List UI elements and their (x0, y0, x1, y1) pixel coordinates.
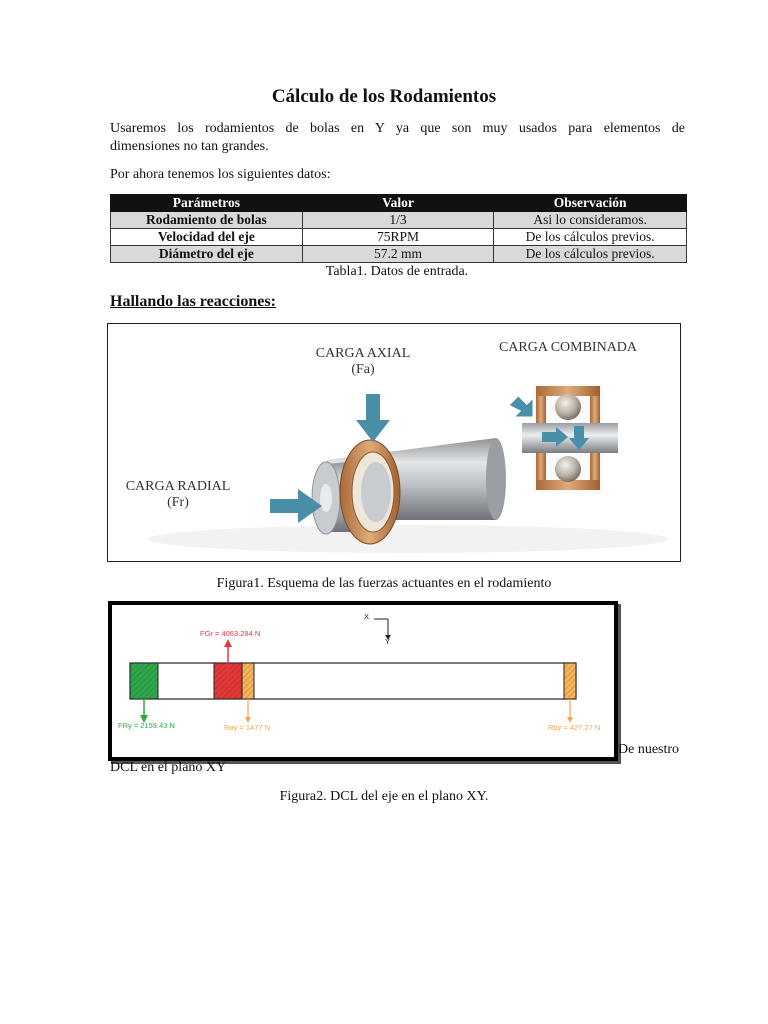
cell-value: 75RPM (302, 229, 494, 246)
figure-1-load-diagram (107, 323, 681, 562)
table-caption: Tabla1. Datos de entrada. (325, 264, 469, 279)
intro-line-1: Usaremos los rodamientos de bolas en Y ya que son muy usados para elementos de (110, 121, 685, 136)
radial-load-label (108, 479, 248, 511)
radial-load-label-line-1: CARGA RADIAL (125, 479, 231, 494)
table-header-row (111, 195, 687, 212)
axis-y-label: Y (385, 637, 391, 646)
ray-label: Ray = 1477 N (224, 723, 271, 732)
bearing-a-element (242, 663, 254, 699)
cell-note: De los cálculos previos. (494, 229, 687, 246)
cell-value: 1/3 (302, 212, 494, 229)
cell-param: Diámetro del eje (111, 246, 303, 263)
cell-note: Asi lo consideramos. (494, 212, 687, 229)
pulley-element (130, 663, 158, 699)
intro-paragraph (110, 120, 685, 156)
rby-label: Rby = 427.27 N (548, 723, 601, 732)
bearing-b-element (564, 663, 576, 699)
table-row (111, 246, 687, 263)
parameters-table (110, 194, 687, 263)
axis-x-label: X (364, 612, 370, 621)
axial-load-label (298, 346, 428, 378)
header-value: Valor (302, 195, 494, 212)
combined-load-label: CARGA COMBINADA (498, 340, 638, 355)
data-intro: Por ahora tenemos los siguientes datos: (110, 167, 331, 182)
figure-2-free-body-diagram (108, 601, 618, 761)
section-heading: Hallando las reacciones: (110, 293, 276, 310)
axial-load-label-line-2: (Fa) (351, 362, 375, 377)
fgr-label: FGr = 4063.284 N (200, 629, 261, 638)
cell-value: 57.2 mm (302, 246, 494, 263)
figure-2-caption: Figura2. DCL del eje en el plano XY. (279, 789, 489, 804)
rby-force-arrow-icon (567, 699, 573, 723)
page-title: Cálculo de los Rodamientos (271, 86, 497, 107)
header-observation: Observación (494, 195, 687, 212)
cell-param: Velocidad del eje (111, 229, 303, 246)
wrapped-text-end: DCL en el plano XY (110, 760, 227, 775)
figure-1-caption: Figura1. Esquema de las fuerzas actuantes en el rodamiento (216, 576, 552, 591)
shaft-free-body-diagram (112, 605, 614, 757)
bearing-ring-icon (340, 440, 400, 544)
fry-label: FRy = 2159.43 N (118, 721, 175, 730)
intro-line-2: dimensiones no tan grandes. (110, 139, 269, 154)
header-parameters: Parámetros (111, 195, 303, 212)
wrapped-text-start: De nuestro (618, 742, 680, 757)
fry-force-arrow-icon (140, 699, 148, 723)
ray-force-arrow-icon (245, 699, 251, 723)
cell-note: De los cálculos previos. (494, 246, 687, 263)
axial-load-arrow-icon (356, 394, 390, 442)
shaft-body (130, 663, 576, 699)
floor-shadow (148, 525, 668, 553)
table-row (111, 212, 687, 229)
cell-param: Rodamiento de bolas (111, 212, 303, 229)
radial-load-label-line-2: (Fr) (167, 495, 189, 510)
axial-load-label-line-1: CARGA AXIAL (315, 346, 411, 361)
table-row (111, 229, 687, 246)
